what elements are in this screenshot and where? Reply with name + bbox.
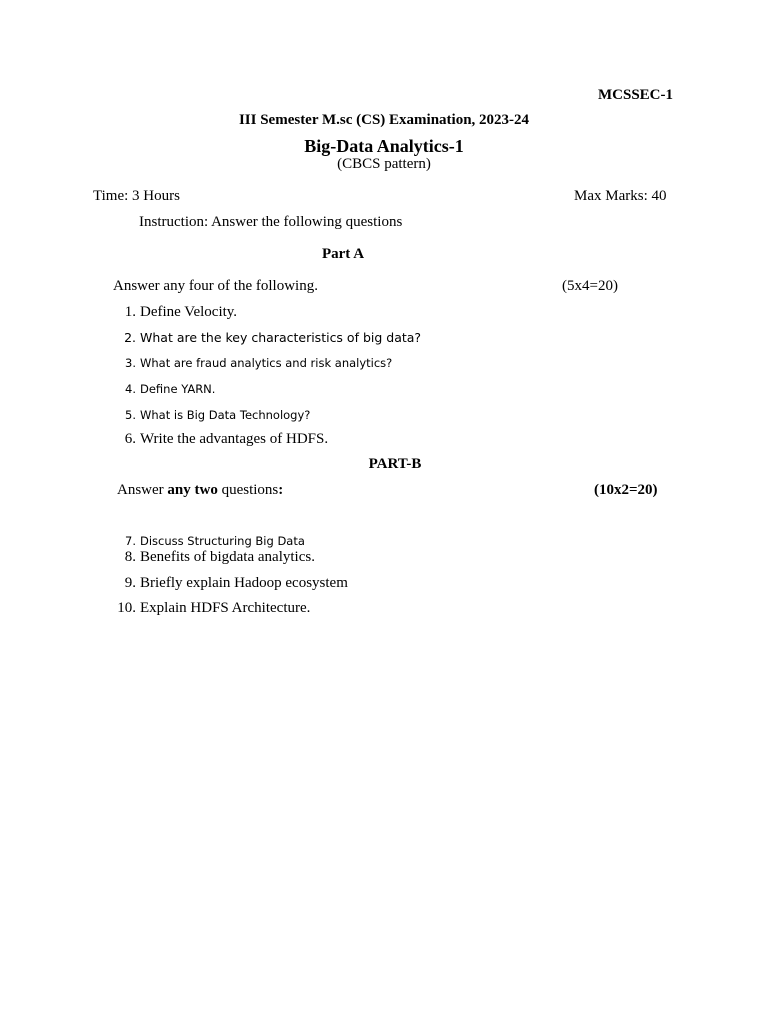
part-a-instruction: Answer any four of the following.	[113, 278, 318, 294]
question-item	[112, 356, 392, 370]
question-number: 7.	[125, 534, 136, 548]
question-number: 5.	[125, 408, 136, 422]
part-b-instruction-prefix: Answer	[117, 482, 168, 498]
part-b-instruction-colon: :	[278, 482, 284, 498]
question-item	[112, 304, 237, 321]
paper-code: MCSSEC-1	[598, 87, 674, 103]
question-number: 4.	[125, 382, 136, 396]
part-a-heading: Part A	[321, 246, 365, 262]
question-number: 6.	[124, 431, 136, 447]
question-item	[112, 408, 310, 422]
question-item	[112, 431, 328, 448]
question-text: Define YARN.	[140, 382, 216, 396]
max-marks: Max Marks: 40	[574, 188, 667, 204]
part-b-instruction	[117, 482, 283, 499]
question-number: 1.	[124, 304, 136, 320]
question-text: Benefits of bigdata analytics.	[140, 549, 315, 565]
question-item	[112, 549, 315, 566]
part-b-marks: (10x2=20)	[594, 482, 658, 498]
question-text: Define Velocity.	[140, 304, 238, 320]
part-a-marks: (5x4=20)	[562, 278, 618, 294]
part-b-heading: PART-B	[368, 456, 422, 472]
question-number: 3.	[125, 356, 136, 370]
question-item	[112, 330, 421, 345]
question-number: 9.	[124, 575, 136, 591]
question-text: What are fraud analytics and risk analytics?	[140, 356, 393, 370]
question-number: 10.	[117, 600, 136, 616]
part-b-instruction-suffix: questions	[217, 482, 279, 498]
exam-duration: Time: 3 Hours	[93, 188, 180, 204]
question-text: What are the key characteristics of big data?	[140, 330, 422, 345]
question-text: What is Big Data Technology?	[140, 408, 311, 422]
question-item	[112, 600, 310, 617]
question-item	[112, 534, 305, 548]
question-number: 2.	[124, 330, 136, 345]
question-item	[112, 575, 348, 592]
question-item	[112, 382, 215, 396]
part-b-instruction-emphasis: any two	[167, 482, 218, 498]
question-text: Write the advantages of HDFS.	[140, 431, 329, 447]
question-number: 8.	[124, 549, 136, 565]
question-text: Discuss Structuring Big Data	[140, 534, 305, 548]
question-text: Explain HDFS Architecture.	[140, 600, 311, 616]
subject-title: Big-Data Analytics-1	[304, 136, 464, 156]
question-text: Briefly explain Hadoop ecosystem	[140, 575, 348, 591]
general-instruction: Instruction: Answer the following questions	[139, 214, 403, 230]
exam-pattern: (CBCS pattern)	[337, 156, 431, 172]
exam-title: III Semester M.sc (CS) Examination, 2023-24	[238, 112, 530, 128]
